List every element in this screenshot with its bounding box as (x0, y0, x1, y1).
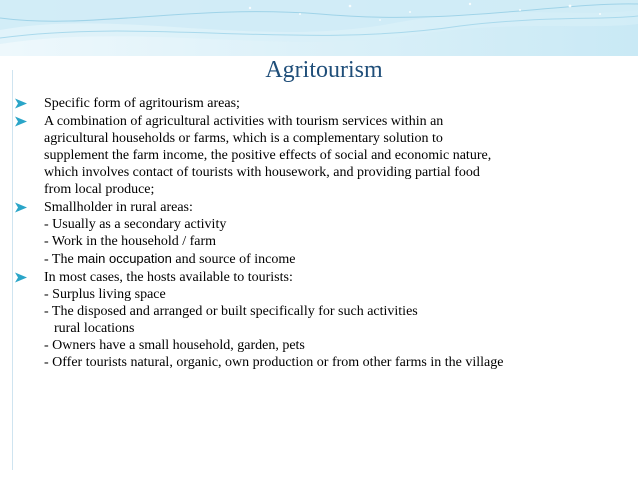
bullet-text-after: and source of income (171, 252, 296, 267)
bullet-text: Specific form of agritourism areas; (44, 96, 240, 111)
bullet-text: - Offer tourists natural, organic, own production or from other farms in the village (44, 355, 504, 370)
bullet-item (14, 95, 614, 112)
bullet-list (14, 95, 614, 372)
decorative-banner (0, 0, 638, 56)
triangle-right-icon (14, 202, 28, 213)
triangle-right-icon (14, 98, 28, 109)
bullet-text: - Work in the household / farm (44, 234, 217, 249)
bullet-text-emphasis: main occupation (77, 251, 172, 266)
bullet-text: rural locations (54, 321, 135, 336)
bullet-text: A combination of agricultural activities with tourism services within an (44, 114, 444, 129)
bullet-mixed-line (44, 250, 614, 268)
bullet-text: from local produce; (44, 182, 155, 197)
bullet-item (14, 113, 614, 198)
bullet-text: - The disposed and arranged or built specifically for such activities (44, 304, 418, 319)
triangle-right-icon (14, 116, 28, 127)
bullet-text: agricultural households or farms, which is a complementary solution to (44, 131, 443, 146)
bullet-text: Smallholder in rural areas: (44, 200, 193, 215)
bullet-text: - Owners have a small household, garden, pets (44, 338, 305, 353)
triangle-right-icon (14, 272, 28, 283)
bullet-text: - Surplus living space (44, 287, 166, 302)
bullet-item (14, 199, 614, 268)
slide-title: Agritourism (265, 57, 383, 83)
bullet-text-before: - The (44, 252, 78, 267)
banner-wave-graphic (0, 0, 638, 56)
bullet-text: supplement the farm income, the positive effects of social and economic nature, (44, 148, 492, 163)
bullet-text: In most cases, the hosts available to tourists: (44, 270, 293, 285)
bullet-item (14, 269, 614, 371)
bullet-text: - Usually as a secondary activity (44, 217, 227, 232)
bullet-text: which involves contact of tourists with housework, and providing partial food (44, 165, 480, 180)
